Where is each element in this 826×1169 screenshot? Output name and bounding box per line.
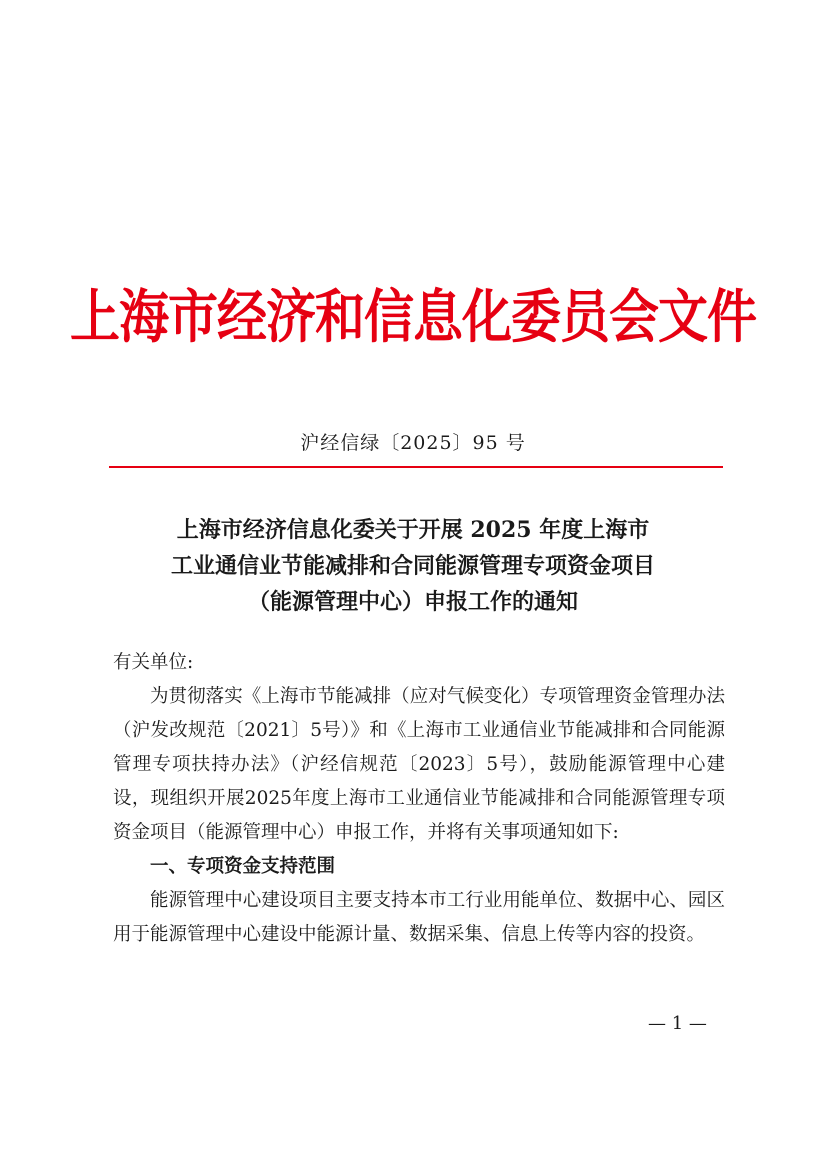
notice-title [100, 512, 726, 620]
notice-body [113, 646, 725, 952]
page-number: — 1 — [648, 1013, 707, 1034]
notice-title-line-3: （能源管理中心）申报工作的通知 [247, 589, 578, 615]
red-separator-line [109, 466, 723, 468]
notice-title-line-2: 工业通信业节能减排和合同能源管理专项资金项目 [170, 553, 655, 579]
notice-title-line-1: 上海市经济信息化委关于开展 2025 年度上海市 [176, 517, 650, 543]
body-paragraph-2: 能源管理中心建设项目主要支持本市工行业用能单位、数据中心、园区用于能源管理中心建设中能源计量、数据采集、信息上传等内容的投资。 [113, 890, 725, 945]
addressee: 有关单位: [113, 652, 194, 673]
document-number: 沪经信绿〔2025〕95 号 [300, 432, 526, 454]
section-heading-1: 一、专项资金支持范围 [150, 856, 336, 877]
body-paragraph-1: 为贯彻落实《上海市节能减排（应对气候变化）专项管理资金管理办法（沪发改规范〔2021〕5号）》和《上海市工业通信业节能减排和合同能源管理专项扶持办法》（沪经信规范〔2023〕5号），鼓励能源管理中心建设，现组织开展2025年度上海市工业通信业节能减排和合同能源管理专项资金项目（能源管理中心）申报工作，并将有关事项通知如下: [113, 686, 725, 843]
issuing-organization-header: 上海市经济和信息化委员会文件 [70, 282, 756, 351]
